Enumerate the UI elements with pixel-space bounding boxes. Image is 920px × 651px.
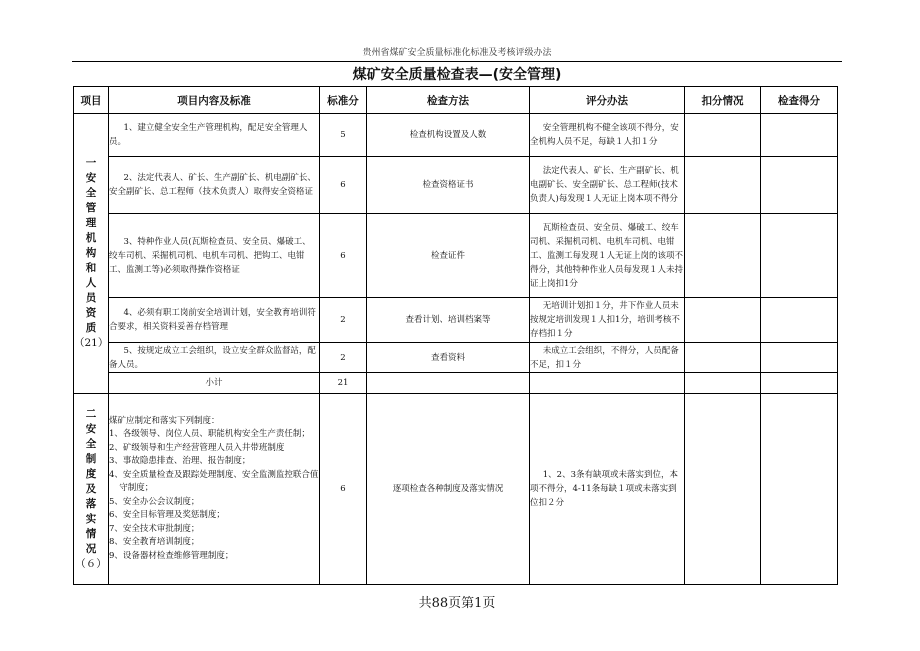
list-item: 6、安全目标管理及奖惩制度； — [109, 510, 225, 521]
list-item: 5、安全办公会议制度； — [109, 496, 200, 507]
category-name: 安全管理机构和人员资质 — [85, 172, 97, 334]
method-cell: 检查机构设置及人数 — [367, 114, 530, 157]
page-footer: 共88页第1页 — [418, 596, 496, 611]
subtotal-label: 小计 — [109, 373, 320, 394]
category-name: 安全制度及落实情况 — [85, 422, 97, 555]
category-number: 二 — [85, 407, 97, 420]
method-cell: 查看资料 — [367, 343, 530, 373]
header-row — [74, 87, 838, 114]
col-header-deduction: 扣分情况 — [685, 87, 761, 114]
deduction-cell — [685, 394, 761, 585]
list-item: 2、矿级领导和生产经营管理人员入井带班制度 — [109, 442, 285, 453]
header-rule — [72, 61, 842, 62]
col-header-content: 项目内容及标准 — [109, 87, 320, 114]
deduction-cell — [685, 298, 761, 343]
list-item: 1、各级领导、岗位人员、职能机构安全生产责任制； — [109, 429, 310, 440]
method-cell: 查看计划、培训档案等 — [367, 298, 530, 343]
deduction-cell — [685, 157, 761, 214]
score-cell: 6 — [320, 214, 367, 298]
deduction-cell — [685, 343, 761, 373]
page-header: 贵州省煤矿安全质量标准化标准及考核评级办法 — [362, 48, 552, 58]
result-cell — [761, 114, 838, 157]
table-row — [74, 114, 838, 157]
col-header-method: 检查方法 — [367, 87, 530, 114]
deduction-cell — [685, 214, 761, 298]
category-cell — [74, 114, 109, 394]
col-header-scoring: 评分办法 — [530, 87, 685, 114]
category-score: （21） — [74, 337, 109, 349]
method-cell: 检查证件 — [367, 214, 530, 298]
col-header-project: 项目 — [74, 87, 109, 114]
table-row — [74, 214, 838, 298]
content-cell: 3、特种作业人员(瓦斯检查员、安全员、爆破工、绞车司机、采掘机司机、电机车司机、把钩工、电钳工、监测工等)必须取得操作资格证 — [109, 214, 320, 298]
content-cell — [109, 394, 320, 585]
table-row — [74, 343, 838, 373]
scoring-cell: 法定代表人、矿长、生产副矿长、机电副矿长、安全副矿长、总工程师(技术负责人)每发现１人无证上岗本项不得分 — [530, 157, 685, 214]
table-row — [74, 298, 838, 343]
page-title: 煤矿安全质量检查表—(安全管理) — [352, 67, 562, 83]
scoring-cell: 安全管理机构不健全该项不得分，安全机构人员不足，每缺１人扣１分 — [530, 114, 685, 157]
inspection-table — [73, 86, 838, 585]
content-cell: 1、建立健全安全生产管理机构，配足安全管理人员。 — [109, 114, 320, 157]
method-cell: 逐项检查各种制度及落实情况 — [367, 394, 530, 585]
result-cell — [761, 298, 838, 343]
category-number: 一 — [85, 157, 97, 169]
deduction-cell — [685, 373, 761, 394]
category-score: （６） — [75, 557, 107, 570]
deduction-cell — [685, 114, 761, 157]
result-cell — [761, 157, 838, 214]
score-cell: 6 — [320, 394, 367, 585]
score-cell: 6 — [320, 157, 367, 214]
scoring-cell: 瓦斯检查员、安全员、爆破工、绞车司机、采掘机司机、电机车司机、电钳工、监测工每发现１人无证上岗的该项不得分，其他特种作业人员每发现１人未持证上岗扣1分 — [530, 214, 685, 298]
table-row — [74, 157, 838, 214]
list-item: 8、安全教育培训制度； — [109, 537, 200, 548]
scoring-cell: 未成立工会组织，不得分，人员配备不足，扣１分 — [530, 343, 685, 373]
list-item: 4、安全质量检查及跟踪处理制度、安全监测监控联合值守制度； — [109, 469, 319, 494]
table-row — [74, 394, 838, 585]
scoring-cell: 1、2、3条有缺项或未落实到位，本项不得分，4-11条每缺１项或未落实到位扣２分 — [530, 394, 685, 585]
col-header-standard-score: 标准分 — [320, 87, 367, 114]
result-cell — [761, 394, 838, 585]
list-intro: 煤矿应制定和落实下列制度： — [109, 415, 220, 426]
empty-cell — [530, 373, 685, 394]
score-cell: 5 — [320, 114, 367, 157]
result-cell — [761, 373, 838, 394]
subtotal-row — [74, 373, 838, 394]
result-cell — [761, 214, 838, 298]
list-item: 9、设备器材检查维修管理制度； — [109, 550, 234, 561]
list-item: 7、安全技术审批制度； — [109, 523, 200, 534]
list-item: 3、事故隐患排查、治理、报告制度； — [109, 456, 251, 467]
content-cell: 4、必须有职工岗前安全培训计划，安全教育培训符合要求，相关资料妥善存档管理 — [109, 298, 320, 343]
subtotal-score: 21 — [320, 373, 367, 394]
score-cell: 2 — [320, 298, 367, 343]
scoring-cell: 无培训计划扣１分，井下作业人员未按规定培训发现１人扣1分，培训考核不存档扣１分 — [530, 298, 685, 343]
category-cell — [74, 394, 109, 585]
method-cell: 检查资格证书 — [367, 157, 530, 214]
content-cell: 2、法定代表人、矿长、生产副矿长、机电副矿长、安全副矿长、总工程师（技术负责人）取得安全资格证 — [109, 157, 320, 214]
result-cell — [761, 343, 838, 373]
score-cell: 2 — [320, 343, 367, 373]
col-header-result: 检查得分 — [761, 87, 838, 114]
content-cell: 5、按规定成立工会组织，设立安全群众监督站，配备人员。 — [109, 343, 320, 373]
empty-cell — [367, 373, 530, 394]
